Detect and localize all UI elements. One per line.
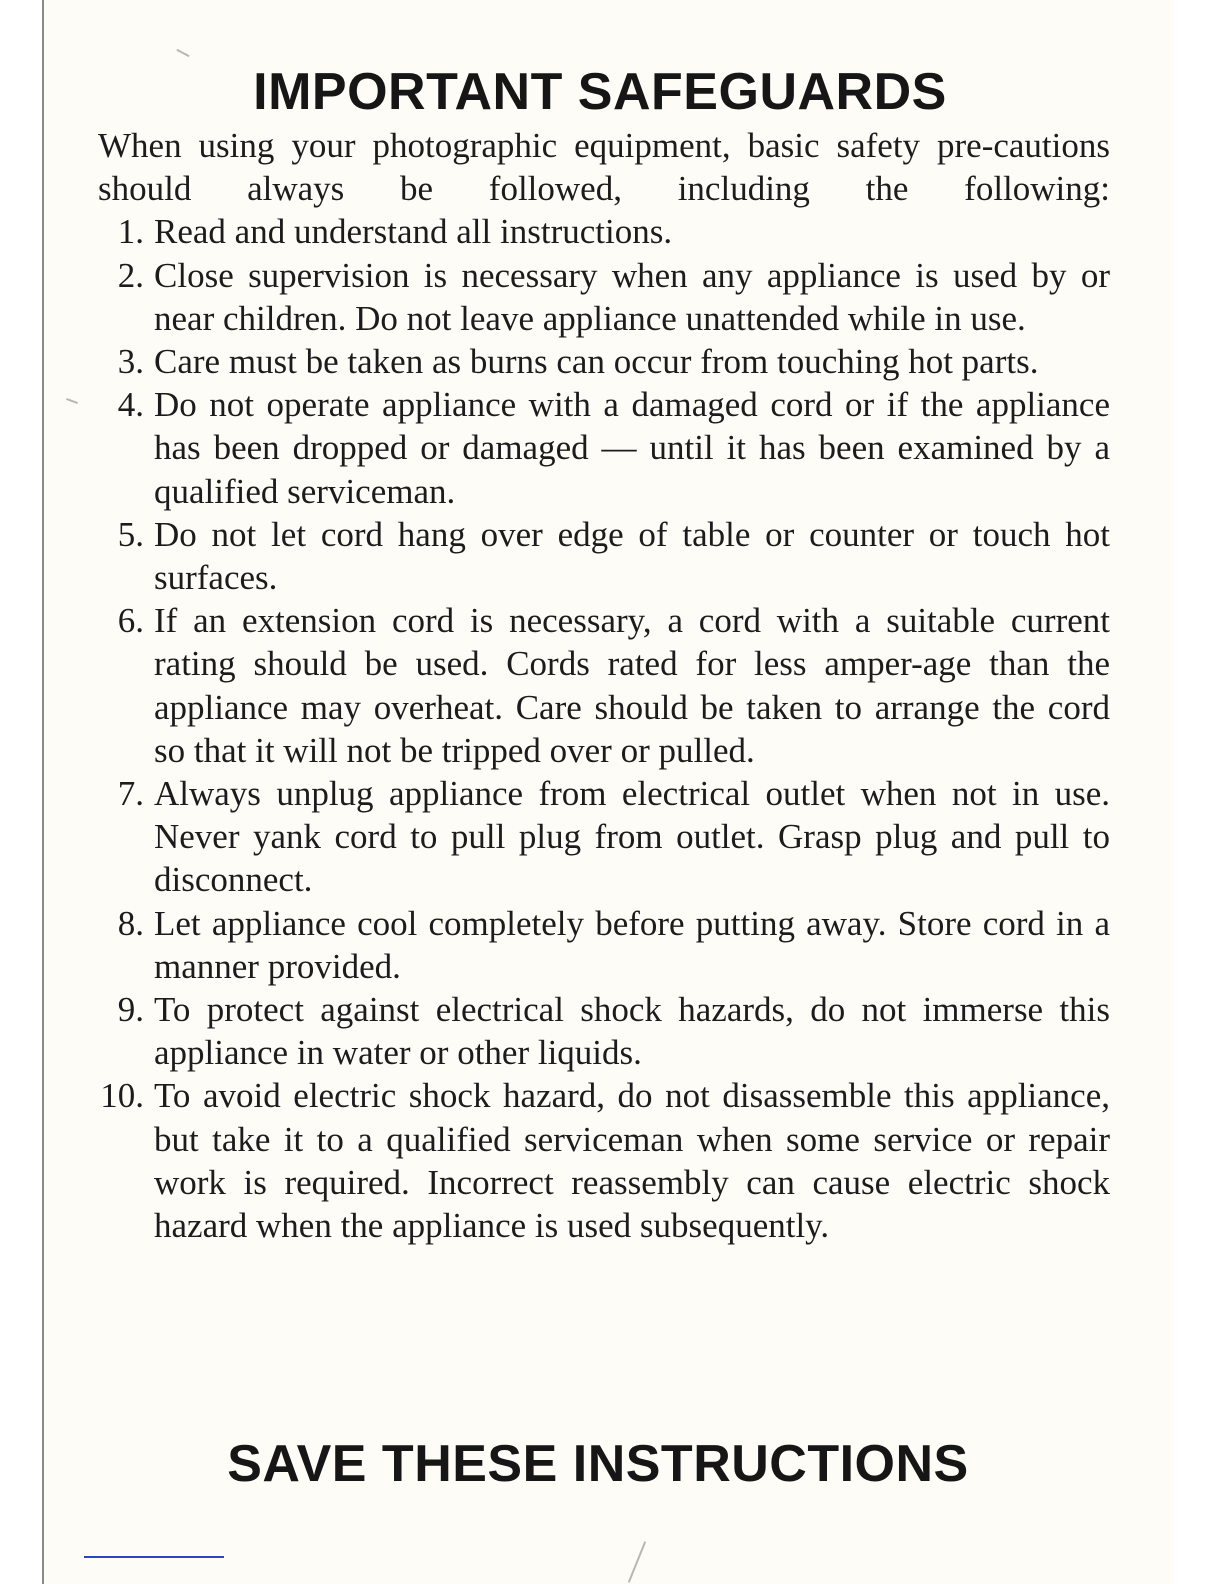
item-number: 1. <box>117 212 144 252</box>
safeguards-list <box>98 210 1110 1247</box>
item-text: If an extension cord is necessary, a cord with a suitable current rating should be used. Cords rated for less amper-age than the appliance may overheat. Care should be taken to arrange the cord so that it will not be tripped over or pulled. <box>154 601 1110 770</box>
item-number: 6. <box>117 601 144 641</box>
item-number: 5. <box>117 514 144 554</box>
item-text: Do not operate appliance with a damaged cord or if the appliance has been dropped or damaged — until it has been examined by a qualified serviceman. <box>154 385 1110 511</box>
scan-speck <box>176 49 189 57</box>
list-item <box>98 383 1110 513</box>
list-item <box>98 988 1110 1074</box>
item-text: Read and understand all instructions. <box>154 212 673 252</box>
item-number: 3. <box>117 342 144 382</box>
scan-speck <box>628 1541 646 1583</box>
item-number: 10. <box>100 1076 144 1116</box>
item-text: To protect against electrical shock hazards, do not immerse this appliance in water or other liquids. <box>154 990 1110 1073</box>
item-text: Always unplug appliance from electrical outlet when not in use. Never yank cord to pull plug from outlet. Grasp plug and pull to disconnect. <box>154 774 1110 900</box>
list-item <box>98 513 1110 599</box>
item-text: Let appliance cool completely before putting away. Store cord in a manner provided. <box>154 903 1110 986</box>
save-instructions-heading: SAVE THESE INSTRUCTIONS <box>227 1435 969 1493</box>
item-number: 9. <box>117 990 144 1030</box>
document-page <box>42 0 1176 1584</box>
list-item <box>98 902 1110 988</box>
item-text: Close supervision is necessary when any appliance is used by or near children. Do not leave appliance unattended while in use. <box>154 255 1110 338</box>
list-item <box>98 772 1110 902</box>
item-number: 8. <box>117 903 144 943</box>
blue-rule <box>84 1556 224 1558</box>
item-number: 7. <box>117 774 144 814</box>
scan-speck <box>66 398 78 404</box>
list-item <box>98 599 1110 772</box>
list-item <box>98 254 1110 340</box>
page-title: IMPORTANT SAFEGUARDS <box>253 63 947 121</box>
safeguards-body <box>98 124 1110 1247</box>
item-text: Care must be taken as burns can occur from touching hot parts. <box>154 342 1039 382</box>
intro-paragraph: When using your photographic equipment, basic safety pre-cautions should always be followed, including the following: <box>98 126 1110 209</box>
item-number: 2. <box>117 255 144 295</box>
scan-margin <box>1174 0 1224 1584</box>
list-item <box>98 210 1110 253</box>
item-text: To avoid electric shock hazard, do not disassemble this appliance, but take it to a qualified serviceman when some service or repair work is required. Incorrect reassembly can cause electric shock hazard when the appliance is used subsequently. <box>154 1076 1110 1246</box>
item-text: Do not let cord hang over edge of table or counter or touch hot surfaces. <box>154 514 1110 598</box>
item-number: 4. <box>117 385 144 425</box>
list-item <box>98 340 1110 383</box>
list-item <box>98 1074 1110 1247</box>
